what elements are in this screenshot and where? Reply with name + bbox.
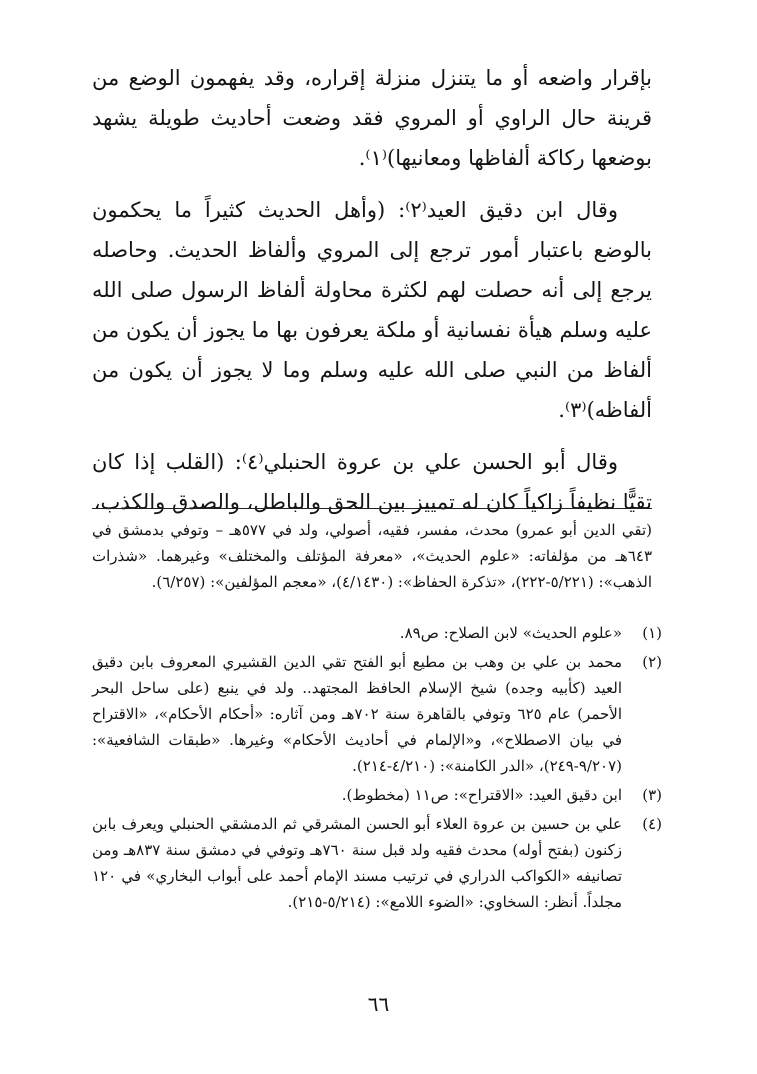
footnote-1 (92, 620, 662, 646)
footnote-number: (٣) (642, 786, 662, 804)
footnote-text: «علوم الحديث» لابن الصلاح: ص٨٩. (399, 624, 622, 642)
footnote-4 (92, 811, 662, 915)
paragraph-1: بإقرار واضعه أو ما يتنزل منزلة إقراره، وقد يفهمون الوضع من قرينة حال الراوي أو المروي فقد وضعت أحاديث طويلة يشهد بوضعها ركاكة ألفاظها ومعانيها)⁽١⁾. (92, 66, 652, 170)
paragraph-3: وقال أبو الحسن علي بن عروة الحنبلي⁽٤⁾: (القلب إذا كان تقيًّا نظيفاً زاكياً كان له تمييز بين الحق والباطل، والصدق والكذب، (92, 450, 652, 514)
footnote-continuation (92, 517, 652, 595)
paragraph-2: وقال ابن دقيق العيد⁽٢⁾: (وأهل الحديث كثيراً ما يحكمون بالوضع باعتبار أمور ترجع إلى المروي وألفاظ الحديث. وحاصله يرجع إلى أنه حصلت لهم لكثرة محاولة ألفاظ الرسول صلى الله عليه وسلم هيأة نفسانية أو ملكة يعرفون بها ما يجوز أن يكون من ألفاظ من النبي صلى الله عليه وسلم وما لا يجوز أن يكون من ألفاظه)⁽٣⁾. (92, 198, 652, 422)
footnote-text: علي بن حسين بن عروة العلاء أبو الحسن المشرقي ثم الدمشقي الحنبلي ويعرف بابن زكنون (بفتح أوله) محدث فقيه ولد قبل سنة ٧٦٠هـ وتوفي في دمشق سنة ٨٣٧هـ ومن تصانيفه «الكواكب الدراري في ترتيب مسند الإمام أحمد على أبواب البخاري» في ١٢٠ مجلداً. أنظر: السخاوي: «الضوء اللامع»: (٥/٢١٤-٢١٥). (92, 815, 622, 911)
footnote-text: محمد بن علي بن وهب بن مطيع أبو الفتح تقي الدين القشيري المعروف بابن دقيق العيد (كأبيه وجده) شيخ الإسلام الحافظ المجتهد.. ولد في ينبع (على ساحل البحر الأحمر) عام ٦٢٥ وتوفي بالقاهرة سنة ٧٠٢هـ ومن آثاره: «أحكام الأحكام»، «الاقتراح في بيان الاصطلاح»، و«الإلمام في أحاديث الأحكام» وغيرها. «طبقات الشافعية»: (٩/٢٠٧-٢٤٩)، «الدر الكامنة»: (٤/٢١٠-٢١٤). (92, 653, 623, 775)
main-text-body (92, 58, 652, 534)
footnote-text: ابن دقيق العيد: «الاقتراح»: ص١١ (مخطوط). (341, 786, 622, 804)
footnote-number: (١) (642, 624, 662, 642)
footnote-number: (٢) (642, 653, 662, 671)
footnote-3 (92, 782, 662, 808)
footnote-separator (92, 508, 652, 509)
footnotes-list (92, 620, 662, 918)
footnote-2 (92, 649, 662, 779)
footnote-number: (٤) (642, 815, 662, 833)
footnote-continuation-text: (تقي الدين أبو عمرو) محدث، مفسر، فقيه، أصولي، ولد في ٥٧٧هـ – وتوفي بدمشق في ٦٤٣هـ من مؤلفاته: «علوم الحديث»، «معرفة المؤتلف والمختلف» وغيرهما. «شذرات الذهب»: (٥/٢٢١-٢٢٢)، «تذكرة الحفاظ»: (٤/١٤٣٠)، «معجم المؤلفين»: (٦/٢٥٧). (92, 521, 652, 591)
page-number: ٦٦ (367, 992, 390, 1016)
